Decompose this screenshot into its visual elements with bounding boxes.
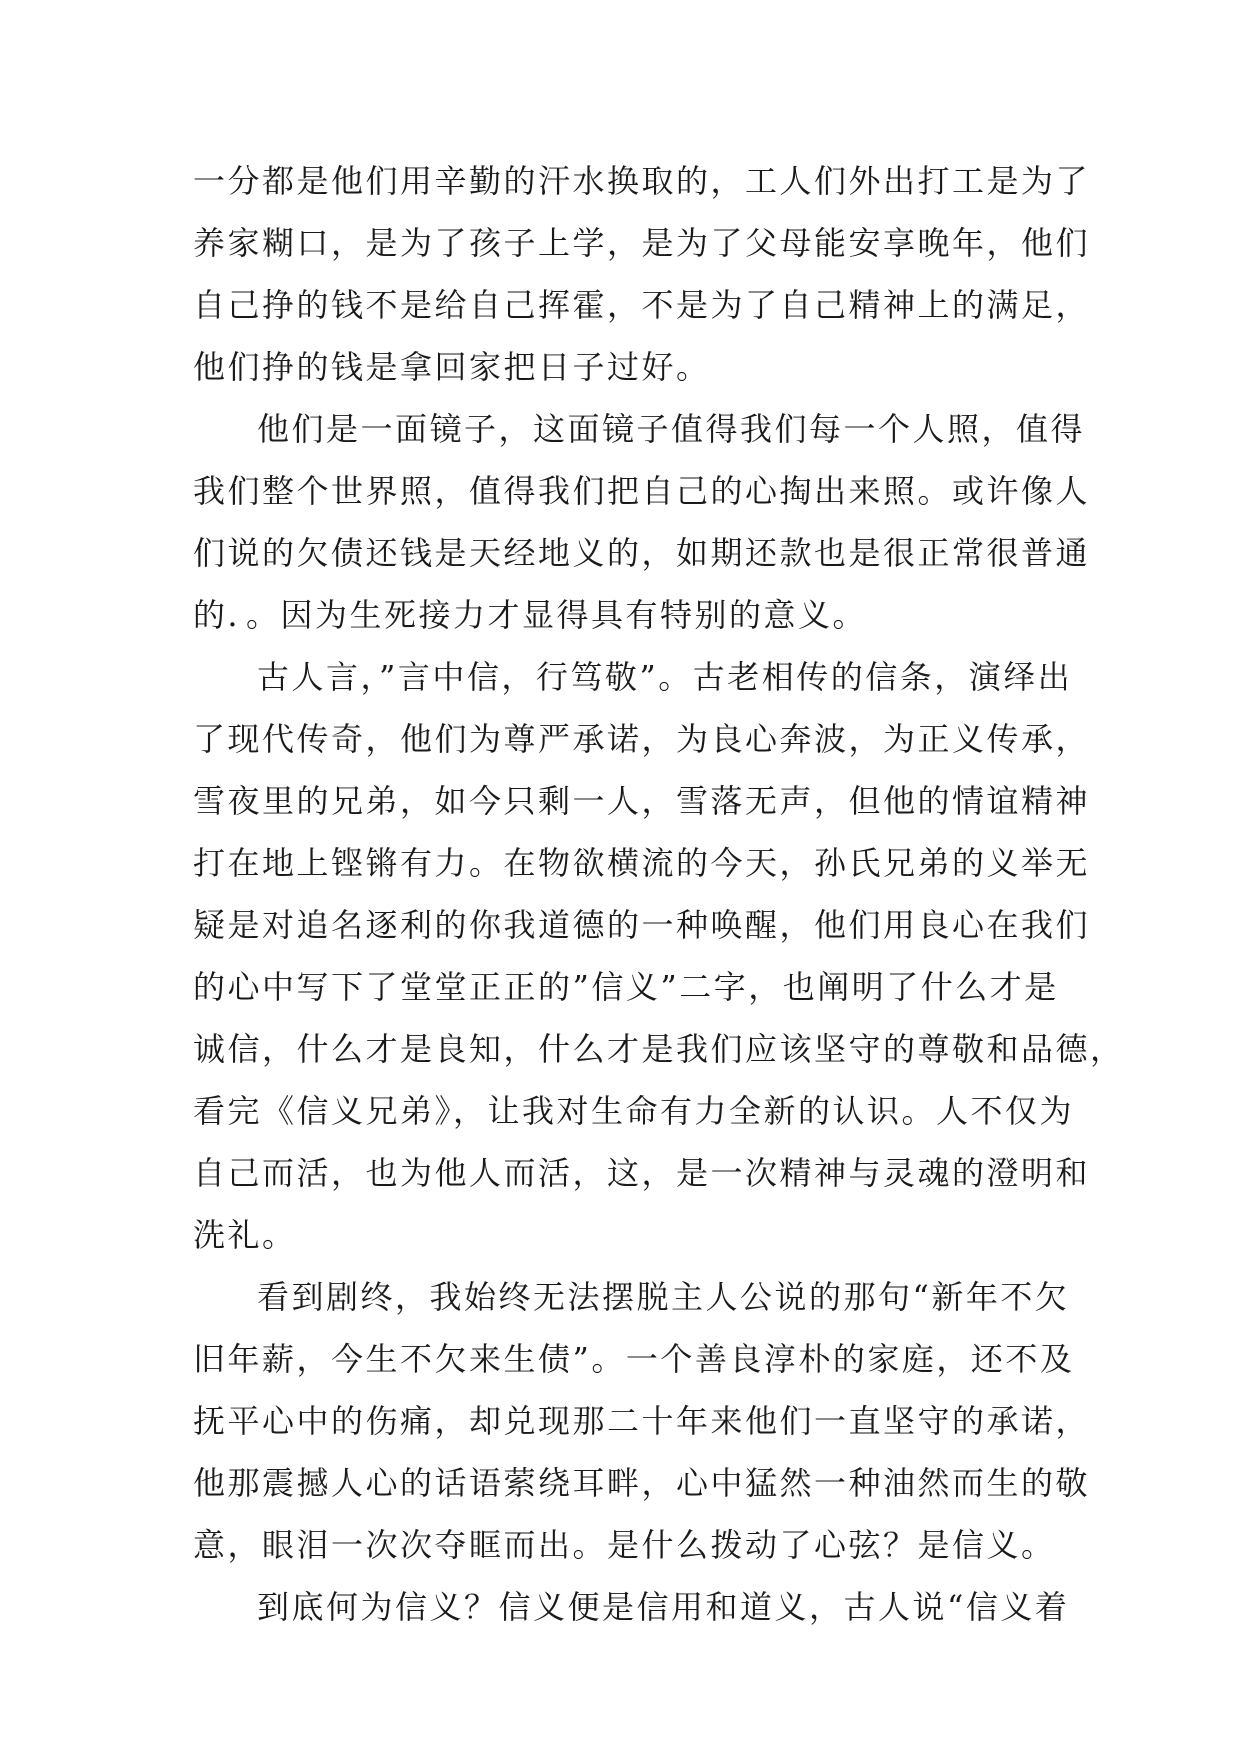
text-line: 意，眼泪一次次夺眶而出。是什么拨动了心弦？是信义。	[193, 1526, 1056, 1564]
text-line: 的心中写下了堂堂正正的”信义”二字，也阐明了什么才是	[193, 968, 1059, 1006]
text-line: 养家糊口，是为了孩子上学，是为了父母能安享晚年，他们	[193, 224, 1091, 262]
text-line: 他那震撼人心的话语萦绕耳畔，心中猛然一种油然而生的敬	[193, 1464, 1091, 1502]
text-line: 们说的欠债还钱是天经地义的，如期还款也是很正常很普通	[193, 534, 1091, 572]
text-line: 疑是对追名逐利的你我道德的一种唤醒，他们用良心在我们	[193, 906, 1091, 944]
text-line: 打在地上铿锵有力。在物欲横流的今天，孙氏兄弟的义举无	[193, 844, 1091, 882]
text-line: 雪夜里的兄弟，如今只剩一人，雪落无声，但他的情谊精神	[193, 782, 1091, 820]
text-line: 看到剧终，我始终无法摆脱主人公说的那句“新年不欠	[257, 1278, 1070, 1316]
text-line: 看完《信义兄弟》，让我对生命有力全新的认识。人不仅为	[193, 1092, 1075, 1130]
text-line: 一分都是他们用辛勤的汗水换取的，工人们外出打工是为了	[193, 162, 1091, 200]
text-line: 旧年薪，今生不欠来生债”。一个善良淳朴的家庭，还不及	[193, 1340, 1075, 1378]
text-line: 自己挣的钱不是给自己挥霍，不是为了自己精神上的满足，	[193, 286, 1091, 324]
text-line: 到底何为信义？信义便是信用和道义，古人说“信义着	[257, 1588, 1070, 1626]
text-line: 了现代传奇，他们为尊严承诺，为良心奔波，为正义传承，	[193, 720, 1091, 758]
text-line: 古人言，”言中信，行笃敬”。古老相传的信条，演绎出	[257, 658, 1073, 696]
text-line: 抚平心中的伤痛，却兑现那二十年来他们一直坚守的承诺，	[193, 1402, 1091, 1440]
text-line: 诚信，什么才是良知，什么才是我们应该坚守的尊敬和品德，	[193, 1030, 1125, 1068]
document-body	[193, 150, 1125, 1638]
text-line: 他们是一面镜子，这面镜子值得我们每一个人照，值得	[257, 410, 1086, 448]
text-line: 洗礼。	[193, 1216, 297, 1254]
text-line: 的．。因为生死接力才显得具有特别的意义。	[193, 596, 868, 634]
text-line: 自己而活，也为他人而活，这，是一次精神与灵魂的澄明和	[193, 1154, 1091, 1192]
text-line: 他们挣的钱是拿回家把日子过好。	[193, 348, 711, 386]
text-line: 我们整个世界照，值得我们把自己的心掏出来照。或许像人	[193, 472, 1091, 510]
